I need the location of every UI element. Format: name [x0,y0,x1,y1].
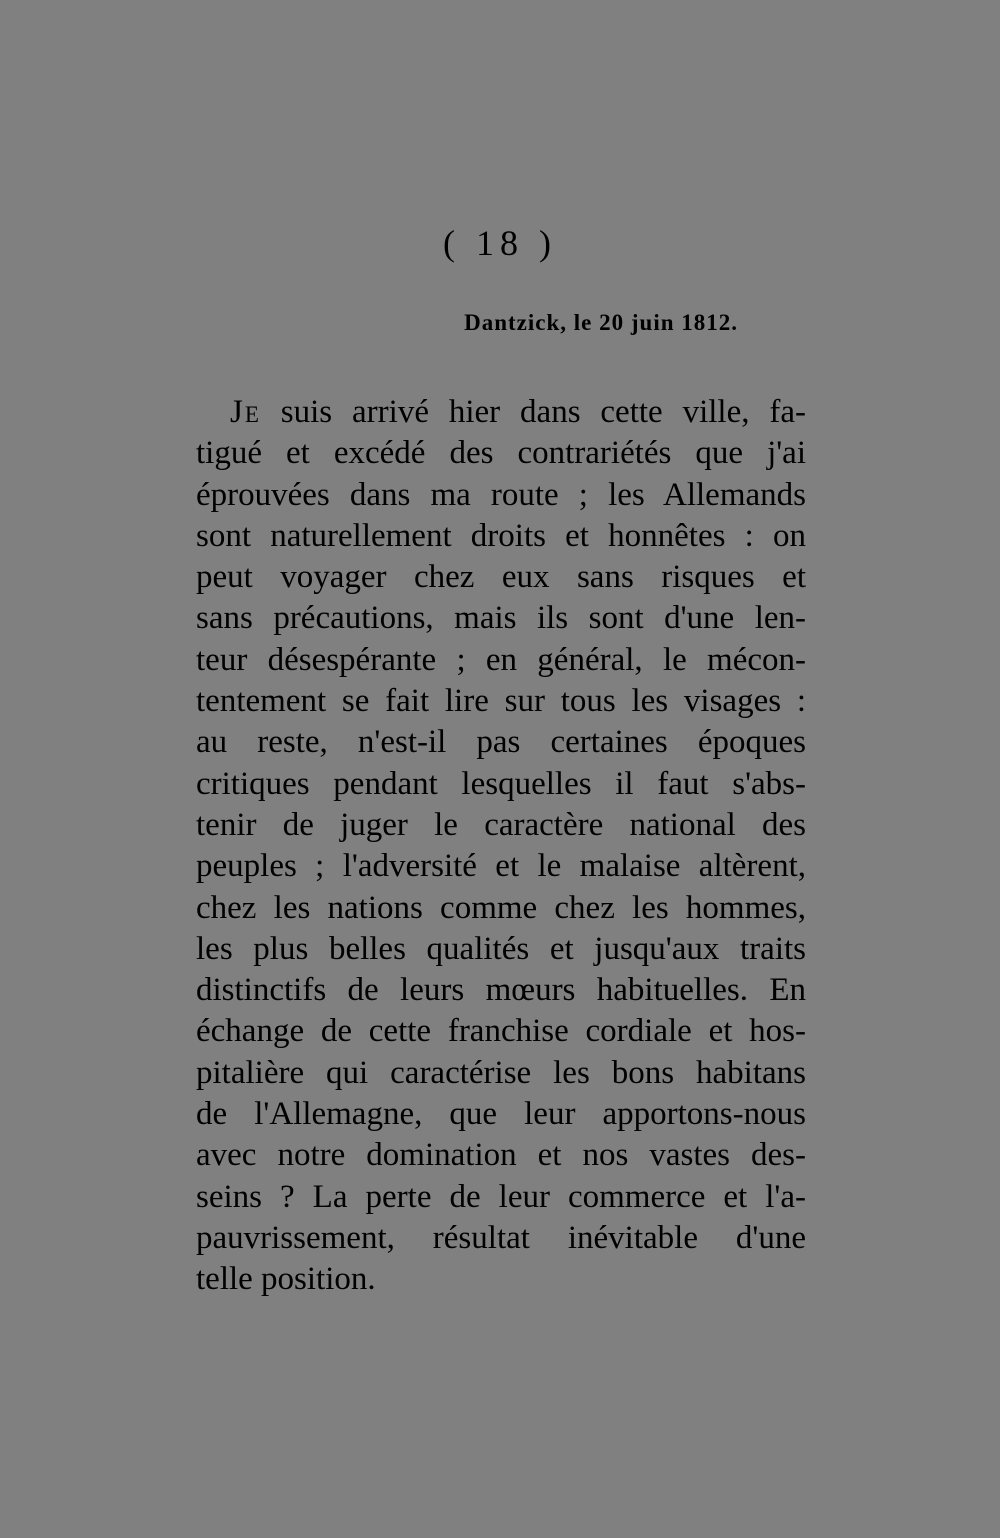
text-line: sont naturellement droits et honnêtes : on [196,517,806,554]
page-number: ( 18 ) [443,223,557,263]
drop-letter: J [230,394,245,430]
text-line: échange de cette franchise cordiale et hos- [196,1013,806,1050]
text-line: tentement se fait lire sur tous les visages : [196,683,806,720]
text-line: avec notre domination et nos vastes des- [196,1137,806,1174]
text-line: teur désespérante ; en général, le mécon- [196,641,806,678]
text-line: distinctifs de leurs mœurs habituelles. En [196,972,806,1009]
text-line-1 [196,392,806,433]
text-line: les plus belles qualités et jusqu'aux traits [196,930,806,967]
text-line: peuples ; l'adversité et le malaise altèrent, [196,848,806,885]
text-line: seins ? La perte de leur commerce et l'a- [196,1178,806,1215]
text-line: tenir de juger le caractère national des [196,806,806,843]
text-line: de l'Allemagne, que leur apportons-nous [196,1096,806,1133]
text-line: sans précautions, mais ils sont d'une len- [196,600,806,637]
text-line: chez les nations comme chez les hommes, [196,889,806,926]
small-cap-letter: E [244,402,261,427]
text-line: pitalière qui caractérise les bons habitans [196,1054,806,1091]
text-line: éprouvées dans ma route ; les Allemands [196,476,806,513]
body-text [196,392,806,1301]
text-line: tigué et excédé des contrariétés que j'ai [196,435,806,472]
first-line-text: suis arrivé hier dans cette ville, fa- [260,394,806,430]
text-line: critiques pendant lesquelles il faut s'abs- [196,765,806,802]
text-line: au reste, n'est-il pas certaines époques [196,724,806,761]
text-line: pauvrissement, résultat inévitable d'une [196,1219,806,1256]
text-line: peut voyager chez eux sans risques et [196,559,806,596]
dateline: Dantzick, le 20 juin 1812. [464,310,738,335]
text-line-last: telle position. [196,1261,376,1298]
